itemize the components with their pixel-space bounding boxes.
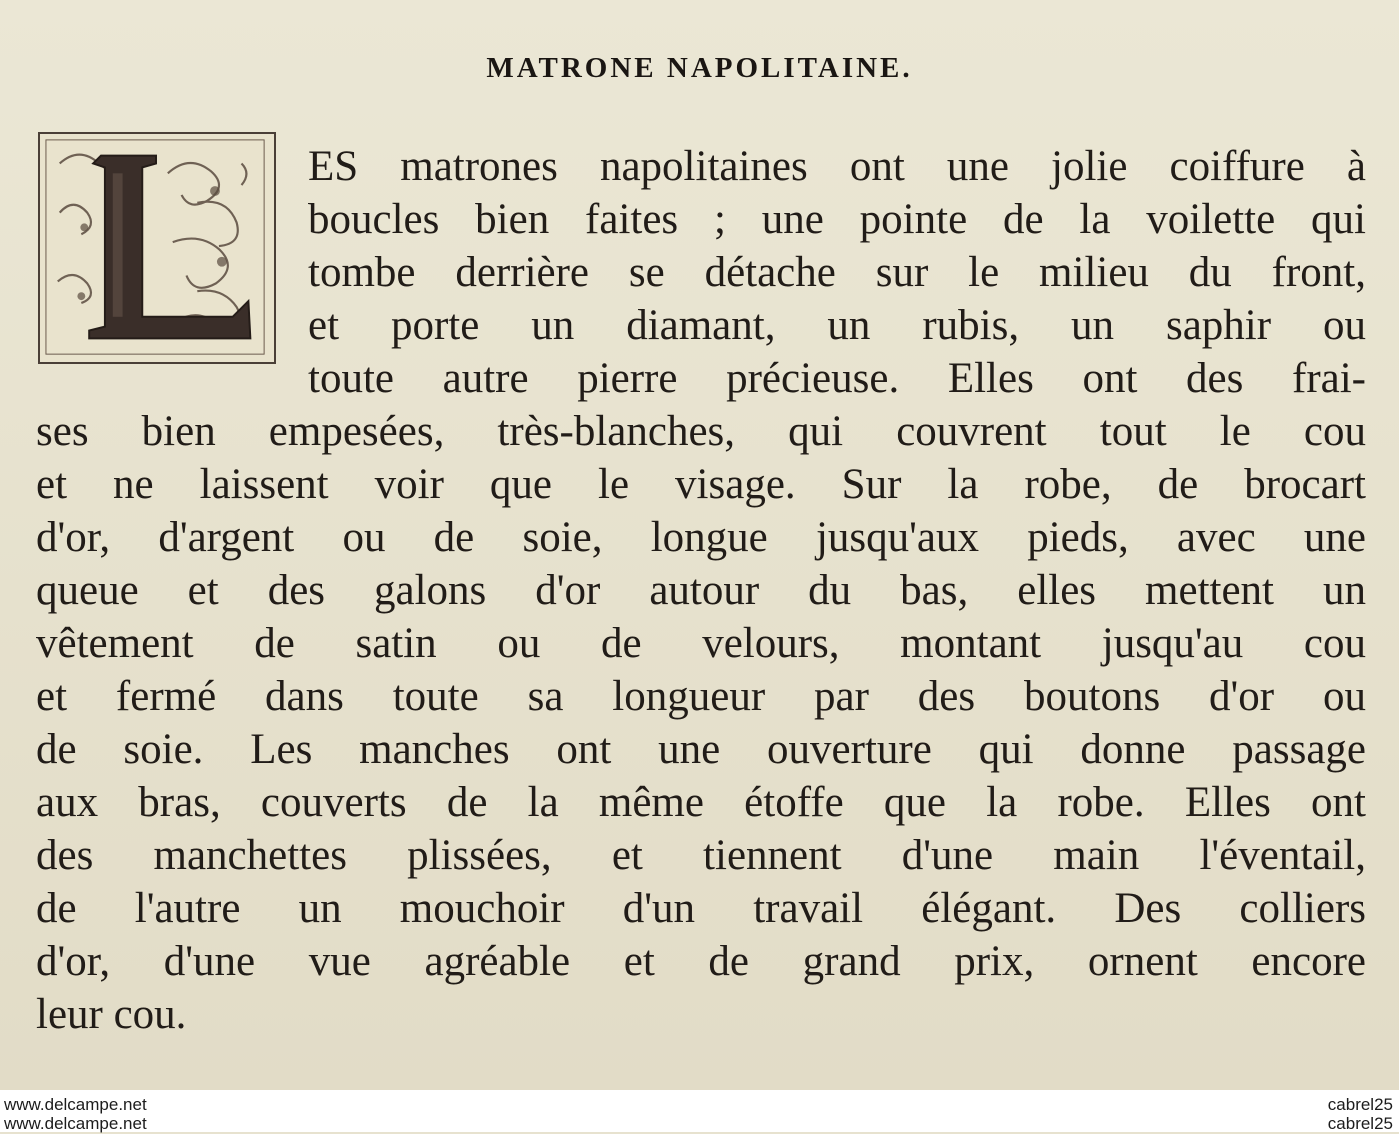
text-line: tombe derrière se détache sur le milieu du front, [308, 249, 1366, 296]
text-line: et ne laissent voir que le visage. Sur la robe, de brocart [36, 461, 1366, 508]
body-text [36, 140, 1366, 1041]
page-title: MATRONE NAPOLITAINE. [486, 52, 913, 84]
watermark-right-bottom: cabrel25 [1327, 1114, 1393, 1133]
text-line: leur cou. [36, 991, 187, 1038]
text-line: et fermé dans toute sa longueur par des boutons d'or ou [36, 673, 1366, 720]
text-line: des manchettes plissées, et tiennent d'une main l'éventail, [36, 832, 1366, 879]
text-line: d'or, d'une vue agréable et de grand prix, ornent encore [36, 938, 1366, 985]
text-line: ES matrones napolitaines ont une jolie coiffure à [308, 143, 1366, 190]
text-line: de soie. Les manches ont une ouverture qui donne passage [36, 726, 1366, 773]
text-line: aux bras, couverts de la même étoffe que la robe. Elles ont [36, 779, 1366, 826]
text-line: ses bien empesées, très-blanches, qui couvrent tout le cou [36, 408, 1366, 455]
watermark-right-top: cabrel25 [1327, 1095, 1393, 1114]
text-line: et porte un diamant, un rubis, un saphir ou [308, 302, 1366, 349]
text-line: d'or, d'argent ou de soie, longue jusqu'aux pieds, avec une [36, 514, 1366, 561]
watermark-left-bottom: www.delcampe.net [4, 1114, 147, 1133]
text-line: boucles bien faites ; une pointe de la voilette qui [308, 196, 1366, 243]
text-line: de l'autre un mouchoir d'un travail élégant. Des colliers [36, 885, 1366, 932]
text-line: queue et des galons d'or autour du bas, elles mettent un [36, 567, 1366, 614]
text-line: vêtement de satin ou de velours, montant jusqu'au cou [36, 620, 1366, 667]
watermark-left-top: www.delcampe.net [4, 1095, 147, 1114]
text-line: toute autre pierre précieuse. Elles ont des frai- [308, 355, 1366, 402]
watermark-bar [0, 1090, 1399, 1132]
